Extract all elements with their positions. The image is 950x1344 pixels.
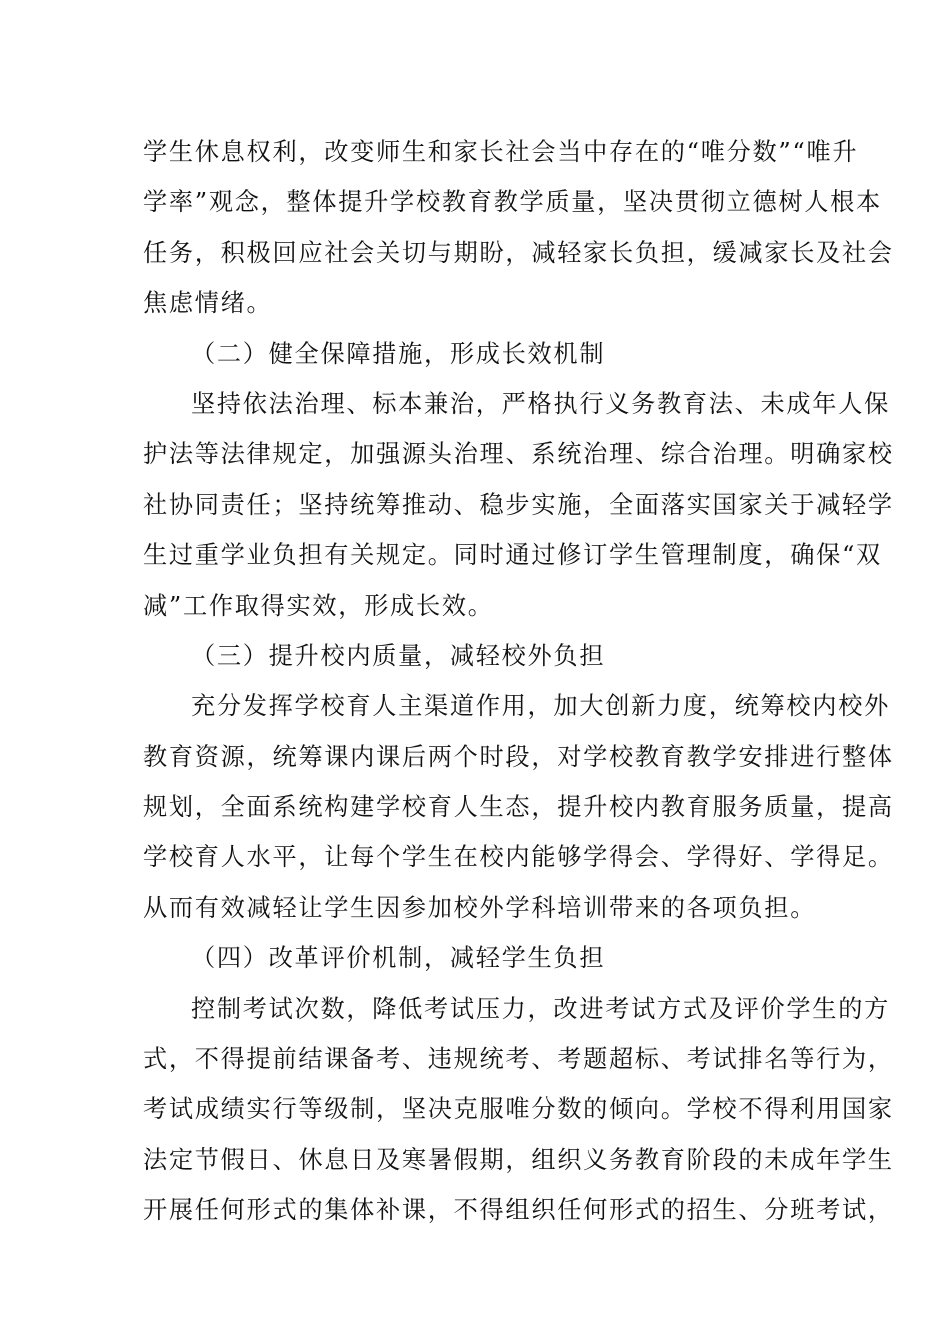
text-line: 法定节假日、休息日及寒暑假期，组织义务教育阶段的未成年学生 [143, 1145, 894, 1174]
text-line: 开展任何形式的集体补课，不得组织任何形式的招生、分班考试， [143, 1196, 894, 1225]
text-line: 学率”观念，整体提升学校教育教学质量，坚决贯彻立德树人根本 [143, 188, 882, 217]
text-line: 焦虑情绪。 [143, 289, 273, 318]
text-line: 式，不得提前结课备考、违规统考、考题超标、考试排名等行为， [143, 1045, 894, 1074]
text-line: 规划，全面系统构建学校育人生态，提升校内教育服务质量，提高 [143, 793, 894, 822]
text-line: 学校育人水平，让每个学生在校内能够学得会、学得好、学得足。 [143, 843, 894, 872]
text-line: 任务，积极回应社会关切与期盼，减轻家长负担，缓减家长及社会 [143, 238, 894, 267]
text-line: 减”工作取得实效，形成长效。 [143, 591, 494, 620]
paragraph-first-line: 控制考试次数，降低考试压力，改进考试方式及评价学生的方 [191, 994, 890, 1023]
text-line: 护法等法律规定，加强源头治理、系统治理、综合治理。明确家校 [143, 440, 894, 469]
text-line: 教育资源，统筹课内课后两个时段，对学校教育教学安排进行整体 [143, 742, 894, 771]
section-heading: （四）改革评价机制，减轻学生负担 [191, 944, 606, 973]
text-line: 社协同责任；坚持统筹推动、稳步实施，全面落实国家关于减轻学 [143, 490, 894, 519]
document-body [143, 127, 894, 1236]
text-line: 学生休息权利，改变师生和家长社会当中存在的“唯分数”“唯升 [143, 138, 859, 166]
section-heading: （三）提升校内质量，减轻校外负担 [191, 641, 606, 670]
text-line: 生过重学业负担有关规定。同时通过修订学生管理制度，确保“双 [143, 541, 882, 570]
text-line: 从而有效减轻让学生因参加校外学科培训带来的各项负担。 [143, 893, 817, 922]
text-line: 考试成绩实行等级制，坚决克服唯分数的倾向。学校不得利用国家 [143, 1095, 894, 1124]
paragraph-first-line: 充分发挥学校育人主渠道作用，加大创新力度，统筹校内校外 [191, 692, 890, 721]
section-heading: （二）健全保障措施，形成长效机制 [191, 339, 606, 368]
paragraph-first-line: 坚持依法治理、标本兼治，严格执行义务教育法、未成年人保 [191, 389, 890, 418]
